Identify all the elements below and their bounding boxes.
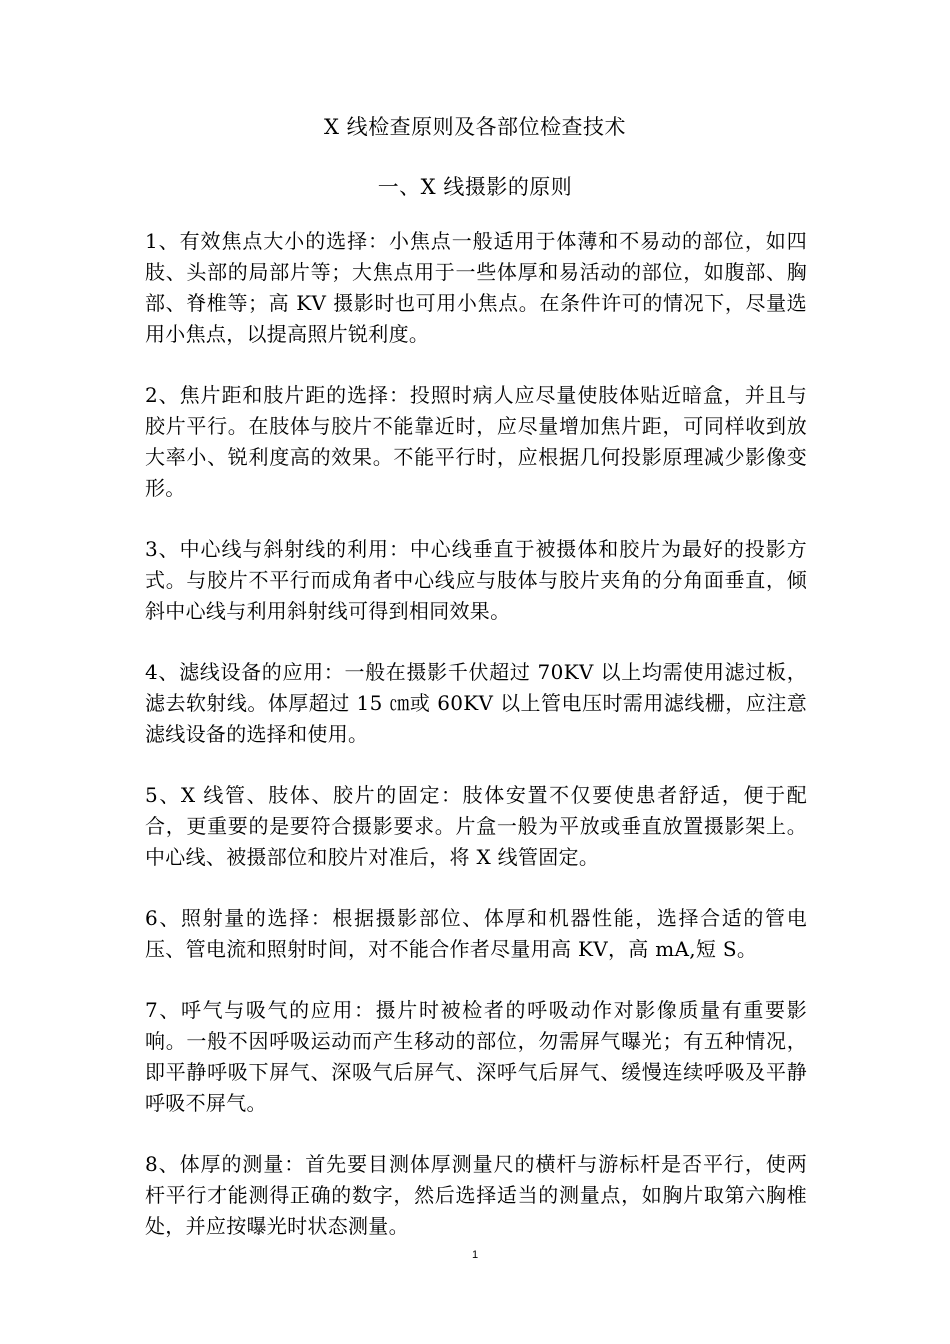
paragraph-2: 2、焦片距和肢片距的选择：投照时病人应尽量使肢体贴近暗盒，并且与胶片平行。在肢体与胶片不能靠近时，应尽量增加焦片距，可同样收到放大率小、锐利度高的效果。不能平行时，应根据几何投影原理减少影像变形。: [145, 383, 807, 500]
paragraph-5: 5、X 线管、肢体、胶片的固定：肢体安置不仅要使患者舒适，便于配合，更重要的是要符合摄影要求。片盒一般为平放或垂直放置摄影架上。中心线、被摄部位和胶片对准后，将 X 线管固定。: [145, 783, 807, 869]
paragraph-3: 3、中心线与斜射线的利用：中心线垂直于被摄体和胶片为最好的投影方式。与胶片不平行而成角者中心线应与肢体与胶片夹角的分角面垂直，倾斜中心线与利用斜射线可得到相同效果。: [145, 537, 807, 623]
document-title: X 线检查原则及各部位检查技术: [323, 115, 627, 139]
document-body: [145, 226, 807, 1272]
section-heading: 一、X 线摄影的原则: [377, 175, 573, 199]
paragraph-8: 8、体厚的测量：首先要目测体厚测量尺的横杆与游标杆是否平行，使两杆平行才能测得正确的数字，然后选择适当的测量点，如胸片取第六胸椎处，并应按曝光时状态测量。: [145, 1152, 807, 1238]
page-number: 1: [471, 1249, 479, 1261]
paragraph-4: 4、滤线设备的应用：一般在摄影千伏超过 70KV 以上均需使用滤过板，滤去软射线。体厚超过 15 ㎝或 60KV 以上管电压时需用滤线栅，应注意滤线设备的选择和使用。: [145, 660, 807, 746]
paragraph-7: 7、呼气与吸气的应用：摄片时被检者的呼吸动作对影像质量有重要影响。一般不因呼吸运动而产生移动的部位，勿需屏气曝光；有五种情况，即平静呼吸下屏气、深吸气后屏气、深呼气后屏气、缓慢连续呼吸及平静呼吸不屏气。: [145, 998, 807, 1115]
paragraph-1: 1、有效焦点大小的选择：小焦点一般适用于体薄和不易动的部位，如四肢、头部的局部片等；大焦点用于一些体厚和易活动的部位，如腹部、胸部、脊椎等；高 KV 摄影时也可用小焦点。在条件许可的情况下，尽量选用小焦点，以提高照片锐利度。: [145, 229, 807, 346]
paragraph-6: 6、照射量的选择：根据摄影部位、体厚和机器性能，选择合适的管电压、管电流和照射时间，对不能合作者尽量用高 KV，高 mA,短 S。: [145, 906, 807, 961]
